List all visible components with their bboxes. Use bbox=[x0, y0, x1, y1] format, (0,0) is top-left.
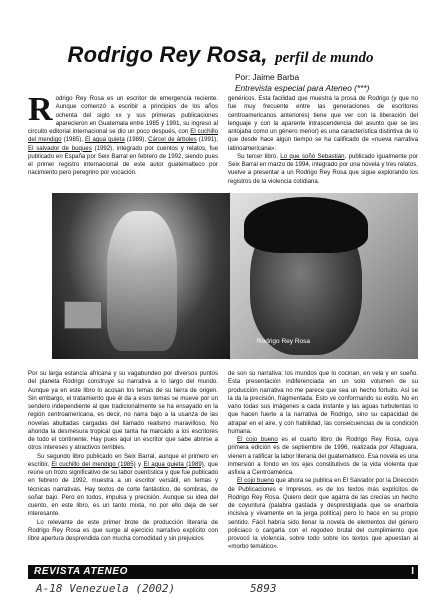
author-role: Entrevista especial para Ateneo (***) bbox=[235, 83, 370, 93]
text-run: odrigo Rey Rosa es un escritor de emergencia reciente. Aunque comenzó a escribir a principios de los años ochenta del siglo xx y sus primeras publicaciones aparecieron en Guatemala entre 1985 y 1991, su ingreso al circuito editorial internacional se dio un poco después, con bbox=[28, 95, 218, 135]
book-title: El cojo bueno bbox=[237, 477, 274, 485]
book-title: El agua quieta (1989) bbox=[143, 460, 204, 468]
portrait-hair bbox=[244, 197, 368, 253]
text-run: , que reúne un trozo significativo de su labor cuentística y que fue publicado en febrero de 1992, muestra a un escritor versátil, en temas y técnicas narrativas. Hay textos de corte fantástico, de sombras, de soñar bajo. Pero en todos, impulsa y precisión. Aunque su idea del cuento, en este libro, es un tanto mixta, no por ello deja de ser interesante. bbox=[28, 460, 218, 518]
column-bottom-right bbox=[228, 370, 418, 552]
paragraph: genéricos. Esta facilidad que muestra la prosa de Rodrigo (y que no fue muy frecuente entre las generaciones de escritores centroamericanos anteriores) tiene que ver con la liberación del lenguaje y con la aparente intrascendencia del asunto que se les antojaba como un género menor) es una característica distintiva de lo que desde hace algún tiempo se ha calificado de «nueva narrativa latinoamericana». bbox=[228, 95, 418, 152]
text-run: (1985), bbox=[61, 136, 86, 144]
text-run: (1992), integrado por cuentos y relatos, fue publicado en España por Seix Barral en febrero de 1992, siendo pues el primer registro internacional de este autor guatemalteco por nacimiento pero peregrino por vocación. bbox=[28, 144, 218, 177]
page-footer-bar bbox=[28, 565, 418, 579]
book-title: Lo que soñó Sebastián bbox=[280, 152, 345, 160]
paragraph: de son su narrativa: los mundos que lo cocinan, en vela y en sueño. Esta presentación indiferenciada en un solo volumen de su producción narrativa no me parece que sea un hecho fortuito. Así se la da la precisión, fragmentada. Esto ve conformando su estilo. No en vano todas sus imágenes a cada instante y las aguas turbulentas lo que hacen fuerte a la narrativa de Rodrigo, sino su capacidad de atrapar en el aire, y con habilidad, las consecuencias de la condición humana. bbox=[228, 370, 418, 435]
paragraph bbox=[228, 153, 418, 186]
handwritten-note-right: 5893 bbox=[250, 582, 277, 595]
text-run: y bbox=[135, 460, 144, 468]
book-title: El agua quieta bbox=[85, 136, 125, 144]
column-top-left bbox=[28, 91, 219, 178]
page-number: I bbox=[411, 566, 414, 577]
text-run: Su tercer libro, bbox=[237, 152, 281, 160]
text-run: es el cuarto libro de Rodrigo Rey Rosa, cuya primera edición es de septiembre de 1996, realizada por Alfaguara, vienen a ratificar la labor literaria del guatemalteco. Esa novela es una inmersión a fondo en los ejes constitutivos de la vida violenta que asfixia a Centroamérica. bbox=[228, 436, 418, 476]
statue-photo bbox=[52, 193, 230, 359]
text-run: que ahora se publica en El Salvador por la Dirección de Publicaciones e Impresos, es de los textos más explícitos de Rodrigo Rey Rosa. Quiero decir que agarra de las crecías un hecho de coyuntura (palabra gastada y desprestigiada que se enarbola incisiva y vivamente en la jerga política) pero lo hace en su propio sentido. Fácil habría sido llenar la novela de elementos del género policiaco o cargarla con el regodeo brutal del cumplimiento que provocó la violencia, sobre todo sobre los textos que apuestan al «morbo temático». bbox=[228, 477, 418, 551]
text-run: (1991), bbox=[196, 136, 219, 144]
author-name: Por: Jaime Barba bbox=[235, 72, 300, 82]
text-run: , publicado igualmente por Seix Barral en marzo de 1994, integrado por una novela y tres relatos, vuelve a presentar a un Rodrigo Rey Rosa que sigue explorando los registros de la violencia cotidiana. bbox=[228, 152, 418, 185]
column-bottom-left bbox=[28, 370, 218, 543]
statue-figure bbox=[107, 211, 177, 351]
book-title: Cárcel de árboles bbox=[148, 136, 197, 144]
book-title: El cuchillo del mendigo bbox=[28, 128, 218, 144]
byline bbox=[235, 72, 425, 94]
handwritten-note-left: A-18 Venezuela (2002) bbox=[36, 582, 176, 595]
magazine-name: REVISTA ATENEO bbox=[34, 566, 128, 577]
article-title bbox=[0, 42, 441, 68]
paragraph bbox=[28, 453, 218, 519]
text-run: Su segundo libro publicado en Seix Barral, aunque el primero en escribir, bbox=[28, 452, 218, 468]
photo-caption: Rodrigo Rey Rosa bbox=[256, 338, 310, 345]
paragraph bbox=[28, 91, 219, 178]
book-title: El cojo bueno bbox=[237, 436, 278, 443]
drop-cap: R bbox=[28, 91, 53, 128]
author-portrait-photo bbox=[230, 193, 418, 359]
title-subtitle: perfil de mundo bbox=[275, 50, 374, 66]
title-main: Rodrigo Rey Rosa, bbox=[67, 42, 268, 67]
paragraph: Lo relevante de este primer brote de producción literaria de Rodrigo Rey Rosa es que surge al ejercicio narrativo explícito con libre apertura desprendida con mucha comodidad y sin prejuicios bbox=[28, 518, 218, 542]
paragraph: Por su larga estancia africana y su vagabundeo por diversos puntos del planeta Rodrigo construye su narrativa a lo largo del mundo. Aunque ya en este libro lo acosan los temas de su tierra de origen. Sin embargo, el tratamiento que él da a esos temas se mueve por un sendero independiente al que tradicionalmente se ha ensayado en la región centroamericana, es decir, no narra bajo a la usanza de las novelas abultadas cargadas del llamado realismo maravilloso. No ahonda la desmesura tropical que tanta ha marcado a los escritores de todo el continente. Hay pues aquí un escritor que sabe abrirse a otros intereses y atractivos terribles. bbox=[28, 370, 218, 452]
paragraph bbox=[228, 436, 418, 477]
photo-strip bbox=[52, 193, 418, 359]
book-title: El salvador de buques bbox=[28, 144, 92, 152]
column-top-right bbox=[228, 95, 418, 186]
book-title: El cuchillo del mendigo (1985) bbox=[51, 460, 136, 468]
paragraph bbox=[228, 477, 418, 551]
text-run: (1989), bbox=[124, 136, 149, 144]
plaque bbox=[64, 301, 102, 329]
handwritten-annotation bbox=[36, 582, 396, 598]
